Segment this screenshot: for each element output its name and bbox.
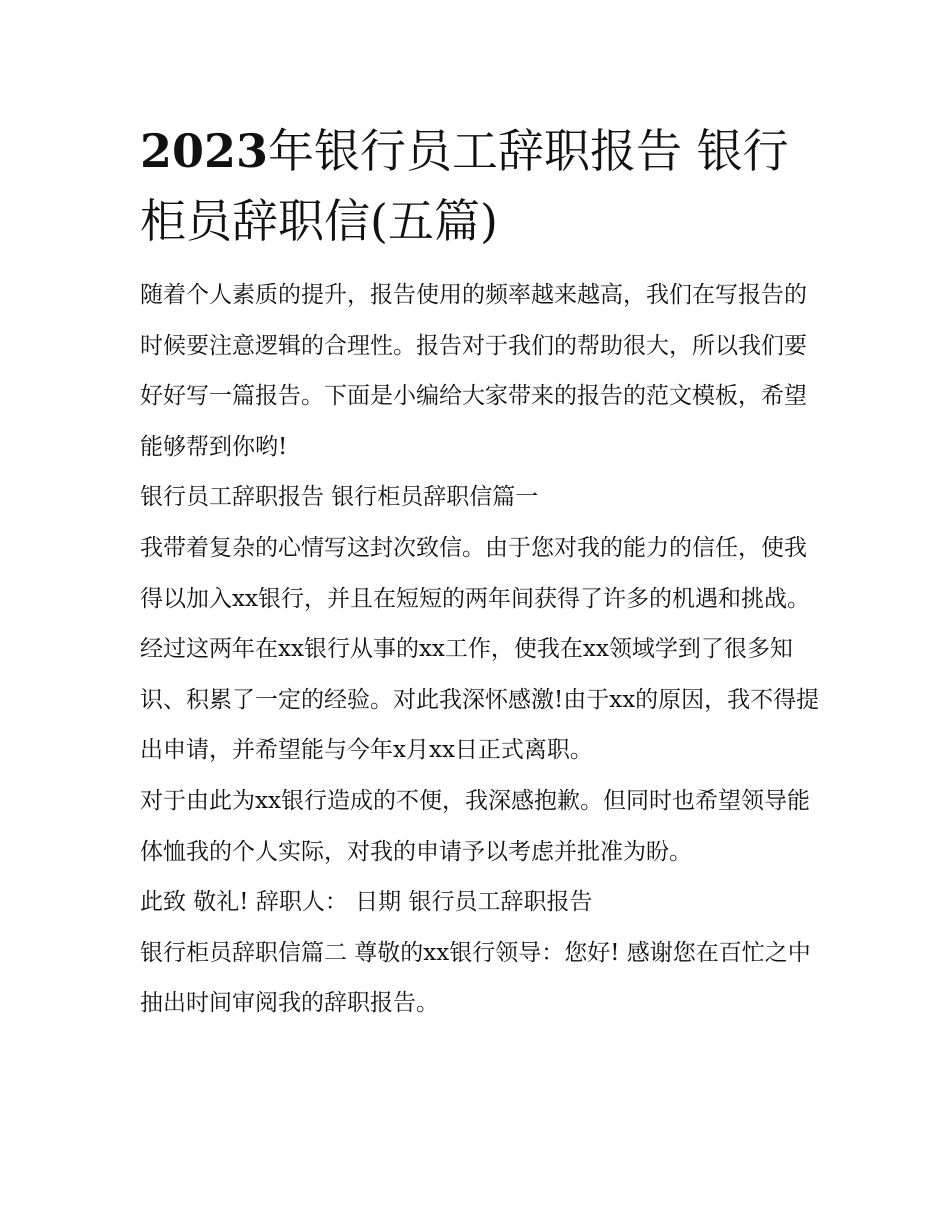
closing-line: 此致 敬礼! 辞职人： 日期 银行员工辞职报告 [140,889,593,916]
body-paragraph: 我带着复杂的心情写这封次致信。由于您对我的能力的信任，使我得以加入xx银行，并且在短短的两年间获得了许多的机遇和挑战。经过这两年在xx银行从事的xx工作，使我在xx领域学到了很多知识、积累了一定的经验。对此我深怀感激!由于xx的原因，我不得提出申请，并希望能与今年x月xx日正式离职。 [140,534,820,764]
title-text: 年银行员工辞职报告 银行柜员辞职信(五篇) [140,124,789,248]
section-two-opening: 银行柜员辞职信篇二 尊敬的xx银行领导：您好! 感谢您在百忙之中抽出时间审阅我的辞职报告。 [140,939,811,1017]
document-content [140,116,820,1029]
title-year: 2023 [140,124,269,178]
section-heading-one: 银行员工辞职报告 银行柜员辞职信篇一 [140,484,539,511]
body-paragraph: 对于由此为xx银行造成的不便，我深感抱歉。但同时也希望领导能体恤我的个人实际，对我的申请予以考虑并批准为盼。 [140,787,810,865]
intro-paragraph: 随着个人素质的提升，报告使用的频率越来越高，我们在写报告的时候要注意逻辑的合理性。报告对于我们的帮助很大，所以我们要好好写一篇报告。下面是小编给大家带来的报告的范文模板，希望能够帮到你哟! [140,282,807,460]
document-title [140,116,820,256]
